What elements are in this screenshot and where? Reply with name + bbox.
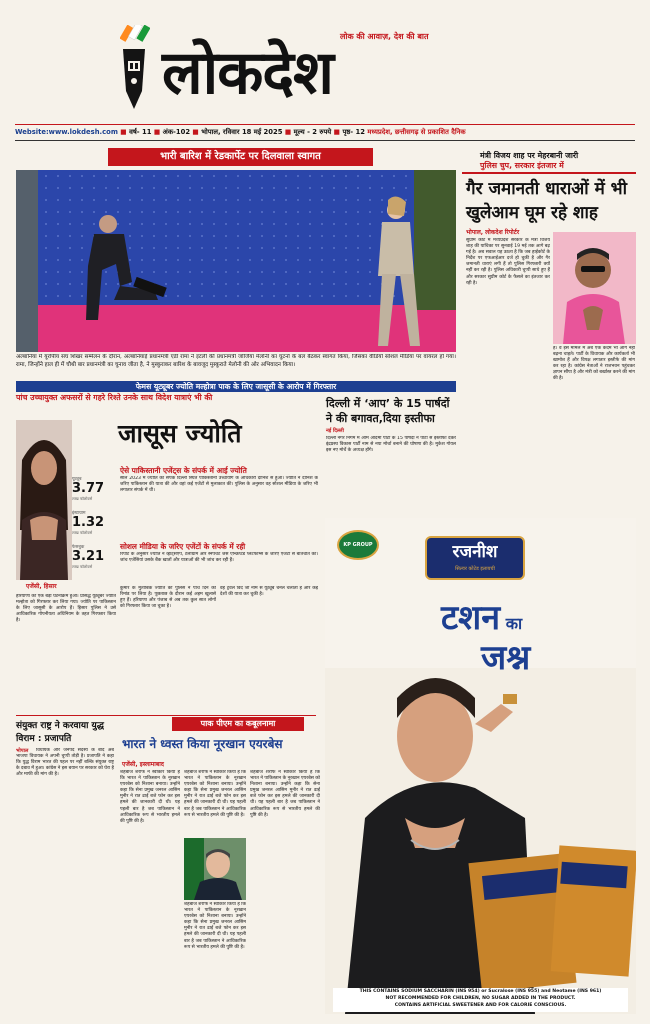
main-photo — [16, 170, 456, 352]
masthead — [0, 0, 650, 124]
stat-youtube — [72, 476, 116, 502]
stat-instagram-unit: लाख फॉलोवर्स — [72, 530, 93, 535]
aap-body: दिल्ली नगर निगम में आम आदमी पार्टी के 15 पार्षदों ने पार्टी से इस्तीफा देकर इंद्रप्रस्थ विकास पार्टी नाम से नया मोर्चा बनाने की घोषणा की है। मुकेश गोयल इस नए मोर्चे के अध्यक्ष होंगे। — [326, 436, 456, 454]
spy-sub-2: सोशल मीडिया के जरिए एजेंटों के संपर्क में रही — [120, 542, 246, 551]
info-bar: Website:www.lokdesh.com ■ वर्ष- 11 ■ अंक-102 ■ भोपाल, रविवार 18 मई 2025 ■ मूल्य - 2 रुपये ■ पृष्ठ- 12 मध्यप्रदेश, छत्तीसगढ़ से प्रकाशित दैनिक — [15, 128, 466, 136]
kp-group-logo — [337, 530, 379, 560]
advertisement — [325, 518, 636, 1014]
rule — [15, 140, 635, 141]
aap-byline: नई दिल्ली — [326, 428, 344, 434]
spy-body-1: साल 2023 में ज्योति का संपर्क दिल्ली स्थित पाकिस्तानी उच्चायोग के अधिकारी दानिश से हुआ। ज्योति ने दानिश के जरिए पाकिस्तान की यात्रा की और वहां कई एजेंटों से मुलाकात की। पुलिस के अनुसार वह सोशल मीडिया के जरिए भी लगातार संपर्क में थी। — [120, 476, 318, 494]
ad-brand — [425, 536, 525, 580]
masthead-title: लोकदेश — [162, 38, 333, 108]
year: वर्ष- 11 — [129, 128, 152, 136]
spy-body-4: कुमार के मुताबिक ज्योति को पुलिस ने पांच दिन की रिमांड पर लिया है। पूछताछ के दौरान कई अहम खुलासे हुए हैं। हरियाणा और पंजाब से अब तक कुल सात लोगों को गिरफ्तार किया जा चुका है। — [120, 586, 216, 610]
stat-instagram-platform: इंस्टाग्राम — [72, 511, 86, 516]
spy-headline: जासूस ज्योति — [118, 419, 242, 448]
pak-body-2: शहबाज शरीफ ने स्वीकार किया है कि भारत ने पाकिस्तान के नूरखान एयरबेस को निशाना बनाया। उन्होंने कहा कि सेना प्रमुख जनरल आसिम मुनीर ने रात ढाई बजे फोन कर इस हमले की जानकारी दी थी। यह पहली बार है जब पाकिस्तान ने आधिकारिक रूप से भारतीय हमले की पुष्टि की है। — [184, 770, 246, 818]
un-body: विधायक और जनपद सदस्य के बाद अब भाजपा विधायक ने अपनी चुप्पी तोड़ी है। प्रजापति ने कहा कि युद्ध विराम भारत की पहल पर नहीं बल्कि संयुक्त राष्ट्र के दबाव में हुआ। कांग्रेस ने इस बयान पर सरकार को घेरा है और माफी की मांग की है। — [16, 748, 114, 778]
spy-body-5: वह ट्रैवल विद जो नाम से यूट्यूब चैनल चलाती है और कई देशों की यात्रा कर चुकी है। — [220, 586, 318, 598]
pages: पृष्ठ- 12 — [342, 128, 365, 136]
jyoti-photo — [16, 420, 72, 580]
social-stats — [72, 476, 116, 580]
price: मूल्य - 2 रुपये — [293, 128, 332, 136]
rule — [15, 124, 635, 125]
spy-body-2: रिपोर्ट के अनुसार ज्योति ने व्हाट्सएप, टेलीग्राम और स्नैपचैट जैसे एन्क्रिप्टेड प्लेटफॉर्म्स के जरिए एजेंटों से बातचीत की। जांच एजेंसियां उसके बैंक खातों और यात्राओं की भी जांच कर रही हैं। — [120, 552, 318, 564]
vijay-shah-photo — [553, 232, 636, 344]
product-pack-2 — [551, 845, 636, 976]
top-strip: भारी बारिश में रेडकार्पेट पर दिलवाला स्वागत — [108, 148, 373, 166]
ad-slogan-2: का — [505, 614, 523, 633]
pak-body-4: शहबाज शरीफ ने स्वीकार किया है कि भारत ने पाकिस्तान के नूरखान एयरबेस को निशाना बनाया। उन्होंने कहा कि सेना प्रमुख जनरल आसिम मुनीर ने रात ढाई बजे फोन कर इस हमले की जानकारी दी थी। यह पहली बार है जब पाकिस्तान ने आधिकारिक रूप से भारतीय हमले की पुष्टि की है। — [250, 770, 320, 818]
regions: मध्यप्रदेश, छत्तीसगढ़ से प्रकाशित दैनिक — [367, 128, 466, 136]
website-link[interactable]: Website:www.lokdesh.com — [15, 128, 118, 136]
spy-body-3: हरियाणा की एक बड़ा घटनाक्रम हुआ। प्रसिद्ध यूट्यूबर ज्योति मल्होत्रा को गिरफ्तार कर लिया गया। ज्योति पर पाकिस्तान के लिए जासूसी के आरोप हैं। हिसार पुलिस ने उसे आधिकारिक गोपनीयता अधिनियम के तहत गिरफ्तार किया है। — [16, 594, 116, 624]
stat-instagram — [72, 510, 116, 536]
stat-youtube-value: 3.77 — [72, 481, 105, 496]
pak-kicker: पाक पीएम का कबूलनामा — [172, 717, 304, 731]
pak-headline: भारत ने ध्वस्त किया नूरखान एयरबेस — [122, 737, 283, 751]
spy-kicker-2: पांच उच्चायुक्त अफसरों से गहरे रिश्ते उनके साथ विदेश यात्राएं भी की — [16, 393, 213, 402]
ad-brand-name: रजनीश — [452, 542, 498, 562]
kp-logo-text: KP GROUP — [343, 542, 373, 548]
right-kicker-2: पुलिस चुप, सरकार इंतजार में — [480, 161, 564, 170]
rule — [16, 715, 316, 716]
shehbaz-photo — [184, 838, 246, 900]
spy-byline: एजेंसी, हिसार — [26, 583, 57, 590]
spy-sub-1: ऐसे पाकिस्तानी एजेंट्स के संपर्क में आई ज्योति — [120, 466, 247, 475]
pak-body-1: शहबाज शरीफ ने स्वीकार किया है कि भारत ने पाकिस्तान के नूरखान एयरबेस को निशाना बनाया। उन्होंने कहा कि सेना प्रमुख जनरल आसिम मुनीर ने रात ढाई बजे फोन कर इस हमले की जानकारी दी थी। यह पहली बार है जब पाकिस्तान ने आधिकारिक रूप से भारतीय हमले की पुष्टि की है। — [120, 770, 180, 824]
un-byline: भोपाल — [16, 748, 29, 754]
aap-headline: दिल्ली में ‘आप’ के 15 पार्षदों ने की बगावत,दिया इस्तीफा — [326, 397, 450, 425]
ad-slogan — [441, 598, 631, 688]
pak-byline: एजेंसी, इस्लामाबाद — [122, 761, 164, 768]
ad-disclaimer: THIS CONTAINS SODIUM SACCHARIN (INS 954) or Sucralose (INS 955) and Neotame (INS 961) NOT RECOMMENDED FOR CHILDREN, NO SUGAR ADDED IN THE PRODUCT. CONTAINS ARTIFICIAL SWEETENER AND FOR CALORIE CONSCIOUS. — [333, 988, 628, 1012]
rule — [462, 172, 636, 174]
pak-body-3: शहबाज शरीफ ने स्वीकार किया है कि भारत ने पाकिस्तान के नूरखान एयरबेस को निशाना बनाया। उन्होंने कहा कि सेना प्रमुख जनरल आसिम मुनीर ने रात ढाई बजे फोन कर इस हमले की जानकारी दी थी। यह पहली बार है जब पाकिस्तान ने आधिकारिक रूप से भारतीय हमले की पुष्टि की है। — [184, 902, 246, 950]
right-kicker-1: मंत्री विजय शाह पर मेहरबानी जारी — [480, 151, 579, 160]
dateline: भोपाल, रविवार 18 मई 2025 — [201, 128, 283, 136]
issue: अंक-102 — [162, 128, 191, 136]
right-byline: भोपाल, लोकदेश रिपोर्टर — [466, 229, 520, 236]
right-headline: गैर जमानती धाराओं में भी खुलेआम घूम रहे शाह — [466, 179, 628, 223]
ad-slogan-1: टशन — [441, 598, 501, 638]
stat-youtube-platform: यूट्यूब — [72, 477, 82, 482]
right-body-1: सुप्रीम कोर्ट में मध्यप्रदेश सरकार के मंत्री विजय शाह की याचिका पर सुनवाई 19 मई तक आगे बढ़ गई है। अब सवाल यह उठता है कि जब हाईकोर्ट के निर्देश पर एफआईआर दर्ज हो चुकी है और गैर जमानती धाराएं लगी हैं तो पुलिस गिरफ्तारी क्यों नहीं कर रही है। पुलिस अधिकारी चुप्पी साधे हुए हैं और सरकार सुप्रीम कोर्ट के फैसले का इंतजार कर रही है। — [466, 238, 550, 286]
stat-youtube-unit: लाख फॉलोवर्स — [72, 496, 93, 501]
masthead-tagline: लोक की आवाज़, देश की बात — [340, 32, 429, 41]
ad-slogan-3: जश्न — [481, 638, 531, 678]
right-body-2: है। वे इस मामले में अब एक कदम भी आगे नहीं बढ़ना चाहते। पार्टी के विधायक और कार्यकर्ता भी खामोश हैं और विपक्ष लगातार इस्तीफे की मांग कर रहा है। कांग्रेस नेताओं ने राजभवन पहुंचकर ज्ञापन सौंपा है और मंत्री को बर्खास्त करने की मांग की है। — [553, 346, 635, 382]
stat-facebook-unit: लाख फॉलोवर्स — [72, 564, 93, 569]
photo-caption: अल्बानिया में यूरोपीय संघ शिखर सम्मेलन के दौरान, अल्बानियाई प्रधानमंत्री एडी रामा ने इटली की प्रधानमंत्री जॉर्जिया मेलोनी का घुटनों के बल बैठकर स्वागत किया, जिसका वीडियो सोशल मीडिया पर वायरल हो गया। रामा, जिन्होंने हाल ही में चौथी बार प्रधानमंत्री का चुनाव जीता है, ने मुस्कुराकर बारिश के बावजूद मुस्कुराते मेलोनी की ओर अभिवादन किया। — [16, 354, 456, 368]
spy-kicker: फेमस यूट्यूबर ज्योति मल्होत्रा पाक के लिए जासूसी के आरोप में गिरफ्तार — [16, 381, 456, 392]
stat-facebook-value: 3.21 — [72, 549, 105, 564]
stat-facebook-platform: फेसबुक — [72, 545, 85, 550]
pen-logo-icon — [120, 25, 150, 115]
stat-facebook — [72, 544, 116, 570]
un-headline: संयुक्त राष्ट्र ने करवाया युद्ध विराम : प्रजापति — [16, 721, 104, 744]
ad-brand-sub: सिल्वर कोटेड इलायची — [455, 566, 495, 572]
stat-instagram-value: 1.32 — [72, 515, 105, 530]
